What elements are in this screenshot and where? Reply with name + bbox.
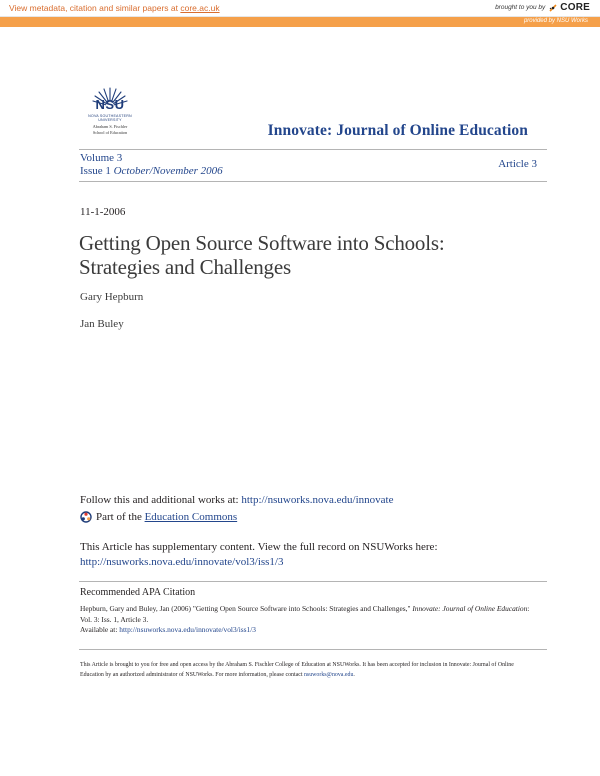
citation-text-part1: Hepburn, Gary and Buley, Jan (2006) "Getting Open Source Software into Schools: Strategies and Challenges," (80, 604, 413, 613)
footer-text: This Article is brought to you for free and open access by the Abraham S. Fischler College of Education at NSUWorks. It has been accepted for inclusion in Innovate: Journal of Online Education by an authorized administrator of NSUWorks. For more information, please contact (80, 662, 514, 678)
part-of-line (80, 511, 237, 523)
journal-title[interactable]: Innovate: Journal of Online Education (267, 122, 528, 139)
nsu-logo-text: NSU (95, 97, 125, 112)
nsu-college-line1: Abraham S. Fischler (92, 124, 128, 129)
citation-text (80, 603, 530, 625)
core-link[interactable]: core.ac.uk (180, 3, 220, 13)
core-swirl-icon (548, 3, 558, 13)
citation-divider (79, 581, 547, 582)
available-url-link[interactable]: http://nsuworks.nova.edu/innovate/vol3/iss1/3 (119, 625, 256, 634)
part-of-text: Part of the (96, 511, 145, 523)
citation-heading: Recommended APA Citation (80, 587, 196, 598)
contact-email-link[interactable]: nsuworks@nova.edu (303, 672, 354, 678)
issue-label: Issue 1 (80, 165, 111, 177)
citation-available (80, 625, 256, 634)
provided-by-text: provided by NSU Works (523, 18, 588, 24)
footer-notice (80, 660, 520, 680)
article-link[interactable]: Article 3 (498, 158, 537, 170)
publication-date: 11-1-2006 (80, 206, 126, 218)
header-divider-bottom (79, 181, 547, 182)
nsu-college-line2: School of Education (92, 130, 128, 135)
supplementary-url-link[interactable]: http://nsuworks.nova.edu/innovate/vol3/iss1/3 (80, 556, 284, 568)
core-metadata-text: View metadata, citation and similar papers at (9, 3, 181, 13)
follow-url-link[interactable]: http://nsuworks.nova.edu/innovate (241, 494, 394, 506)
author-2: Jan Buley (80, 318, 124, 330)
core-brand (495, 2, 590, 13)
brought-by-text: brought to you by (495, 4, 546, 11)
nsu-university-text: NOVA SOUTHEASTERN UNIVERSITY (88, 114, 132, 122)
author-1: Gary Hepburn (80, 291, 144, 303)
available-text: Available at: (80, 625, 120, 634)
nsu-logo (80, 80, 140, 148)
follow-line (80, 494, 393, 506)
core-logo-text: CORE (560, 2, 590, 13)
title-line-2: Strategies and Challenges (79, 255, 291, 279)
supplementary-text: This Article has supplementary content. View the full record on NSUWorks here: (80, 541, 438, 553)
provided-by-bar (0, 17, 600, 27)
header-divider-top (79, 149, 547, 150)
commons-network-icon (80, 511, 92, 523)
article-title (79, 231, 539, 279)
core-logo[interactable] (548, 2, 590, 13)
citation-journal: Innovate: Journal of Online Education (412, 604, 528, 613)
footer-end: . (353, 672, 355, 678)
education-commons-link[interactable]: Education Commons (144, 511, 238, 523)
issue-date: October/November 2006 (113, 165, 223, 177)
footer-divider (79, 649, 547, 650)
volume-link[interactable]: Volume 3 (80, 152, 123, 164)
core-metadata-notice (9, 3, 220, 13)
follow-text: Follow this and additional works at: (80, 494, 242, 506)
citation-text-part2: : Vol. 3: Iss. 1, Article 3. (80, 604, 530, 624)
issue-link[interactable] (80, 165, 223, 177)
title-line-1: Getting Open Source Software into Schools: (79, 231, 445, 255)
core-banner (0, 0, 600, 17)
